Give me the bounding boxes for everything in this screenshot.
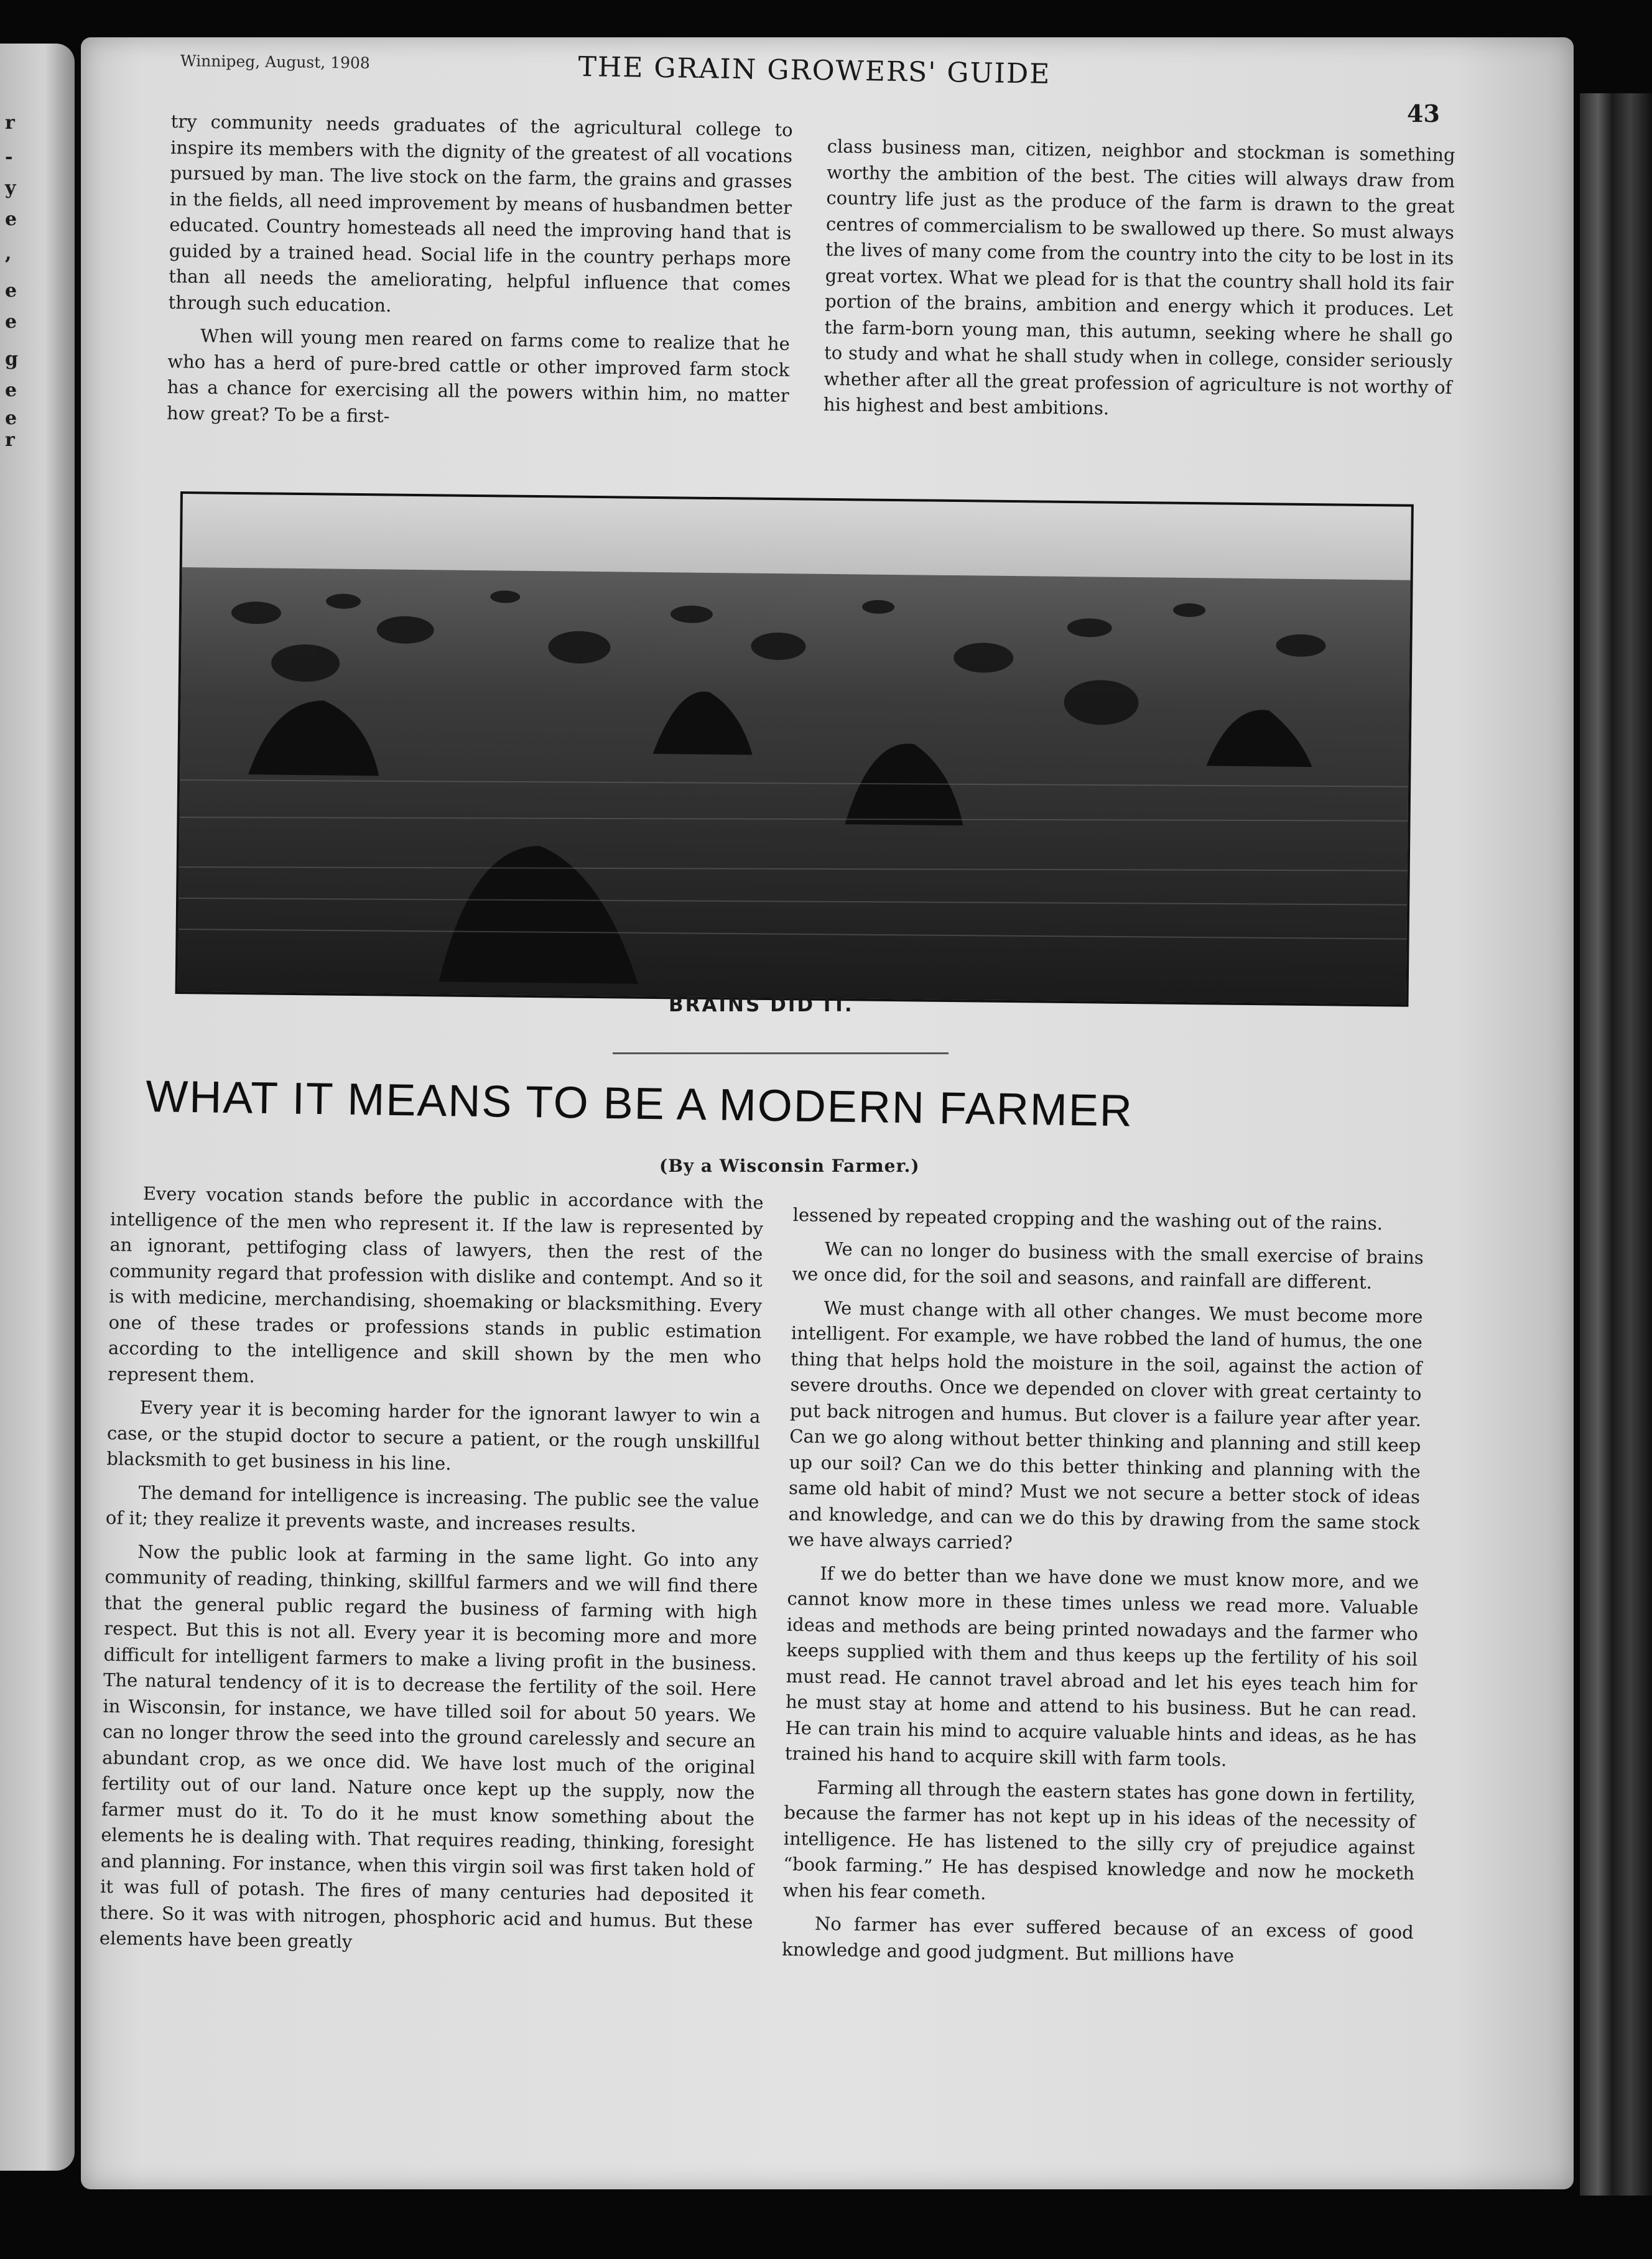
paragraph: No farmer has ever suffered because of an excess of good knowledge and good judgment. But millions have <box>781 1913 1414 1967</box>
previous-page-letter: e <box>5 208 17 230</box>
previous-page-letter: e <box>5 379 17 401</box>
paragraph: We can no longer do business with the small exercise of brains we once did, for the soil and seasons, and rainfall are different. <box>792 1238 1424 1293</box>
paragraph: lessened by repeated cropping and the washing out of the rains. <box>792 1204 1383 1235</box>
section-divider <box>613 1052 949 1054</box>
paragraph: If we do better than we have done we must know more, and we cannot know more in these times unless we read more. Valuable ideas and methods are being printed nowadays and the farmer who keeps supplied with them and thus keeps up the fertility of his soil must read. He cannot travel abroad and let his eyes teach him for he must stay at home and attend to his business. But he can read. He can train his mind to acquire valuable hints and ideas, as he has trained his hand to acquire skill with farm tools. <box>784 1562 1419 1771</box>
paragraph: try community needs graduates of the agricultural college to inspire its members with the dignity of the greatest of all vocations pursued by man. The live stock on the farm, the grains and grasses in the fields, all need improvement by means of husbandmen better educated. Country homesteads all need the improving hand that is guided by a trained head. Social life in the country perhaps more than all needs the ameliorating, helpful influence that comes through such education. <box>168 110 793 316</box>
article-column-left <box>100 1181 764 1961</box>
paragraph: Every vocation stands before the public in accordance with the intelligence of the men who represent it. If the law is represented by an ignorant, pettifoging class of lawyers, then the rest of the community regard that profession with dislike and contempt. And so it is with medicine, merchandising, shoemaking or blacksmithing. Every one of these trades or professions stands in public estimation according to the intelligence and skill shown by the men who represent them. <box>108 1182 764 1386</box>
publication-title: THE GRAIN GROWERS' GUIDE <box>578 51 1051 90</box>
previous-page-letter: e <box>5 280 17 302</box>
paragraph: We must change with all other changes. We must become more intelligent. For example, we have robbed the land of humus, the one thing that helps hold the moisture in the soil, against the action of severe drouths. Once we depended on clover with great certainty to put back nitrogen and humus. But clover is a failure year after year. Can we go along without better thinking and planning and still keep up our soil? Can we do this better thinking and planning with the same old habit of mind? Must we not secure a better stock of ideas and knowledge, and can we do this by drawing from the same stock we have always carried? <box>787 1297 1423 1554</box>
previous-page-letter: e <box>5 311 17 333</box>
previous-page-letter: r <box>5 429 15 451</box>
article-byline: (By a Wisconsin Farmer.) <box>659 1156 920 1176</box>
book-binding <box>1580 93 1652 2196</box>
article-headline: WHAT IT MEANS TO BE A MODERN FARMER <box>145 1071 1134 1136</box>
paragraph: When will young men reared on farms come to realize that he who has a herd of pure-bred cattle or other improved farm stock has a chance for exercising all the powers within him, no matter how great? To be a first- <box>166 325 791 427</box>
top-column-left <box>167 109 793 435</box>
photo-caption: BRAINS DID IT. <box>669 994 854 1016</box>
previous-page-letter: g <box>5 348 18 370</box>
wheat-field-photo <box>175 491 1414 1007</box>
paragraph: Now the public look at farming in the same light. Go into any community of reading, thinking, skillful farmers and we will find there that the general public regard the business of farming with high respect. But this is not all. Every year it is becoming more and more difficult for intelligent farmers to make a living profit in the business. The natural tendency of it is to decrease the fertility of the soil. Here in Wisconsin, for instance, we have tilled soil for about 50 years. We can no longer throw the seed into the ground carelessly and secure an abundant crop, as we once did. We have lost much of the original fertility out of our land. Nature once kept up the supply, now the farmer must do it. To do it he must know something about the elements he is dealing with. That requires reading, thinking, foresight and planning. For instance, when this virgin soil was first taken hold of it was full of potash. The fires of many centuries had deposited it there. So it was with nitrogen, phosphoric acid and humus. But these elements have been greatly <box>99 1541 759 1952</box>
article-column-right <box>782 1202 1424 1972</box>
paragraph: class business man, citizen, neighbor and stockman is something worthy the ambition of the best. The cities will always draw from country life just as the produce of the farm is drawn to the great centres of commercialism to be swallowed up there. So must always the lives of many come from the country into the city to be lost in its great vortex. What we plead for is that the country shall hold its fair portion of the brains, ambition and energy which it produces. Let the farm-born young man, this autumn, seeking where he shall go to study and what he shall study when in college, consider seriously whether after all the great profession of agriculture is not worthy of his highest and best ambitions. <box>823 135 1455 419</box>
header-date: Winnipeg, August, 1908 <box>180 52 370 72</box>
previous-page-letter: - <box>5 146 13 168</box>
page-number: 43 <box>1407 100 1440 128</box>
paragraph: The demand for intelligence is increasing. The public see the value of it; they realize it prevents waste, and increases results. <box>105 1482 759 1536</box>
previous-page-letter: r <box>5 112 15 134</box>
paragraph: Farming all through the eastern states has gone down in fertility, because the farmer has not kept up in his ideas of the necessity of intelligence. He has listened to the silly cry of prejudice against “book farming.” He has despised knowledge and now he mocketh when his fear cometh. <box>782 1776 1416 1904</box>
previous-page-letter: y <box>5 177 16 199</box>
previous-page-edge <box>0 44 75 2171</box>
top-column-right <box>824 134 1455 427</box>
field-illustration <box>178 494 1411 1004</box>
paragraph: Every year it is becoming harder for the ignorant lawyer to win a case, or the stupid doctor to secure a patient, or the rough unskillful blacksmith to get business in his line. <box>106 1396 761 1475</box>
previous-page-letter: e <box>5 407 17 429</box>
previous-page-letter: , <box>5 243 12 264</box>
